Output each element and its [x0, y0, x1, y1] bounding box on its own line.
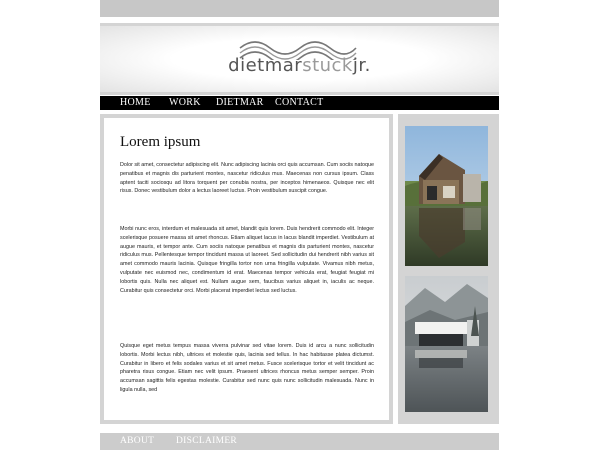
paragraph-2: Morbi nunc eros, interdum et malesuada sit amet, blandit quis lorem. Duis hendrerit commodo elit. Integer scelerisque posuere massa sit amet rhoncus. Etiam aliquet lacus in lacus blandit imperdiet. Vestibulum at augue mauris, et tempor ante. Cum sociis natoque penatibus et magnis dis parturient montes, nascetur ridiculus mus. Pellentesque tempor tincidunt massa ut laoreet. Sed sollicitudin dui hendrerit nibh varius sit amet commodo mauris lacinia. Quisque fringilla tortor non urna fringilla vulputate. Vivamus nibh metus, vulputate nec euismod nec, condimentum id erat. Maecenas tempor vehicula erat, feugiat feugiat mi lobortis quis. Nulla nec aliquet est. Nullam augue sem, faucibus varius aliquet in, iaculis ac neque. Curabitur quis consectetur orci. Morbi placerat imperdiet lectus sed luctus.	[120, 226, 374, 294]
house-photo-1[interactable]	[405, 126, 488, 266]
page	[100, 0, 499, 450]
site-header	[100, 23, 499, 95]
nav-work[interactable]: WORK	[169, 97, 201, 108]
nav-contact[interactable]: CONTACT	[275, 97, 324, 108]
paragraph-1: Dolor sit amet, consectetur adipiscing elit. Nunc adipiscing lacinia orci quis accumsan. Cum sociis natoque penatibus et magnis dis parturient montes, nascetur ridiculus mus. Maecenas non cursus ipsum. Class aptent taciti sociosqu ad litora torquent per conubia nostra, per inceptos himenaeos. Quisque nec elit risus. Donec vestibulum dolor a lectus laoreet luctus. Proin vestibulum suscipit congue.	[120, 162, 374, 195]
site-footer	[100, 433, 499, 450]
main-nav	[100, 96, 499, 110]
paragraph-3: Quisque eget metus tempus massa viverra pulvinar sed vitae lorem. Duis id arcu a nunc sollicitudin lobortis. Morbi lectus nibh, ultrices et molestie quis, lacinia sed tellus. In hac habitasse platea dictumst. Curabitur in libero et felis sodales varius et sit amet metus. Fusce scelerisque tortor et velit tincidunt ac pharetra risus congue. Etiam nec velit ipsum. Praesent ultrices rhoncus metus semper semper. Proin accumsan sagittis felis egestas molestie. Curabitur sed nunc quis nunc sollicitudin malesuada. Nunc in ligula nulla, sed	[120, 343, 374, 393]
footer-about-link[interactable]: ABOUT	[120, 436, 155, 446]
nav-home[interactable]: HOME	[120, 97, 151, 108]
house-photo-2[interactable]	[405, 276, 488, 412]
footer-disclaimer-link[interactable]: DISCLAIMER	[176, 436, 238, 446]
nav-dietmar[interactable]: DIETMAR	[216, 97, 264, 108]
sidebar-gallery	[398, 114, 499, 424]
content-frame	[100, 114, 393, 424]
content-panel	[104, 118, 389, 420]
logo-name-light: stuck	[302, 55, 353, 76]
site-logo[interactable]	[100, 55, 499, 76]
logo-name-suffix: jr.	[352, 55, 371, 76]
top-bar	[100, 0, 499, 17]
page-title: Lorem ipsum	[120, 134, 201, 150]
logo-name-dark: dietmar	[228, 55, 303, 76]
